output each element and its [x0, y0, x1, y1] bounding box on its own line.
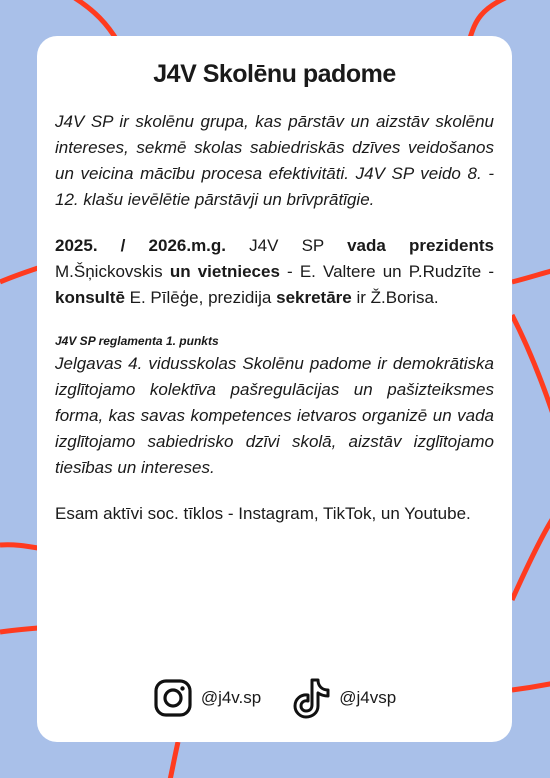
leadership-paragraph: 2025. / 2026.m.g. J4V SP vada prezidents M.Šņickovskis un vietnieces - E. Valtere un P.Rudzīte - konsultē E. Pīlēģe, prezidija sekretāre ir Ž.Borisa. [55, 236, 494, 307]
instagram-icon [153, 678, 193, 718]
social-media-paragraph: Esam aktīvi soc. tīklos - Instagram, TikTok, un Youtube. [55, 504, 471, 523]
intro-paragraph: J4V SP ir skolēnu grupa, kas pārstāv un aizstāv skolēnu intereses, sekmē skolas sabiedriskās dzīves veidošanos un veicina mācību procesa efektivitāti. J4V SP veido 8. - 12. klašu ievēlētie pārstāvji un brīvprātīgie. [55, 112, 494, 209]
tiktok-link[interactable] [291, 676, 396, 720]
school-year: 2025. / 2026.m.g. [55, 236, 227, 255]
tiktok-handle: @j4vsp [339, 688, 397, 707]
regulation-text: Jelgavas 4. vidusskolas Skolēnu padome ir demokrātiska izglītojamo kolektīva pašregulācijas un pašizteiksmes forma, kas savas kompetences ietvaros organizē un vada izglītojamo sabiedrisko dzīvi skolā, aizstāv izglītojamo tiesības un intereses. [55, 354, 494, 477]
instagram-link[interactable] [153, 678, 261, 718]
regulation-heading: J4V SP reglamenta 1. punkts [55, 334, 219, 348]
instagram-handle: @j4v.sp [200, 688, 262, 707]
page-title: J4V Skolēnu padome [153, 60, 396, 88]
social-links [37, 676, 512, 720]
tiktok-icon [291, 676, 331, 720]
info-card [37, 36, 512, 742]
